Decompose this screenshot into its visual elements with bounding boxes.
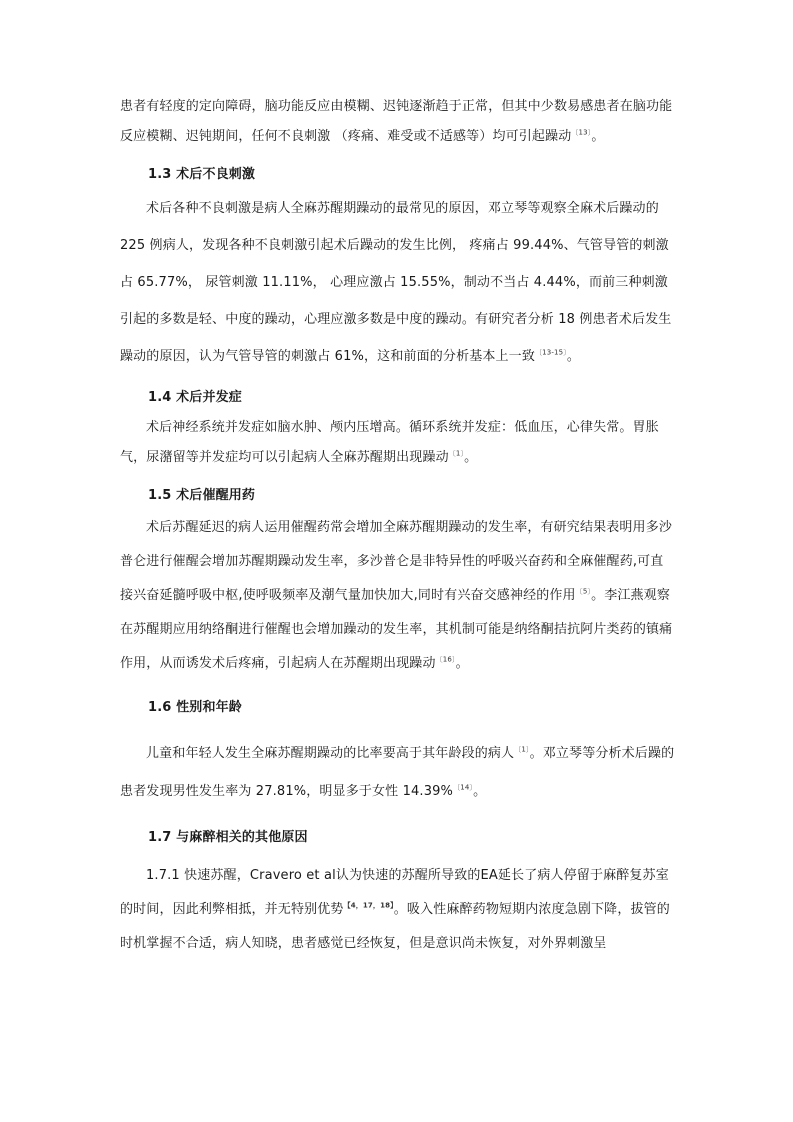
- section-heading-1-7: 1.7 与麻醉相关的其他原因: [148, 830, 308, 845]
- section-heading-1-5: 1.5 术后催醒用药: [148, 488, 256, 503]
- citation: 〔14〕: [453, 783, 474, 792]
- citation: 〔1〕: [448, 449, 465, 458]
- section-heading-1-4: 1.4 术后并发症: [148, 390, 242, 405]
- section-heading-1-6: 1.6 性别和年龄: [148, 700, 242, 715]
- citation: 【4，17，18】: [343, 901, 394, 910]
- paragraph-intro: 患者有轻度的定向障碍，脑功能反应由模糊、迟钝逐渐趋于正常，但其中少数易感患者在脑功能反应模糊、迟钝期间，任何不良刺激 （疼痛、难受或不适感等）均可引起躁动$^{〔13〕}$。: [120, 99, 673, 144]
- paragraph-1-7: 1.7.1 快速苏醒，Cravero et al认为快速的苏醒所导致的EA延长了病人停留于麻醉复苏室的时间，因此利弊相抵，并无特别优势$^{【4,17,18】}$。吸入性麻醉药物短期内浓度急剧下降，拔管的时机掌握不合适，病人知晓，患者感觉已经恢复，但是意识尚未恢复，对外界刺激呈: [120, 868, 670, 951]
- citation: 〔5〕: [575, 587, 592, 596]
- section-heading-1-3: 1.3 术后不良刺激: [148, 167, 256, 182]
- paragraph-1-5: 术后苏醒延迟的病人运用催醒药常会增加全麻苏醒期躁动的发生率，有研究结果表明用多沙普仑进行催醒会增加苏醒期躁动发生率，多沙普仑是非特异性的呼吸兴奋药和全麻催醒药,可直接兴奋延髓呼吸中枢,使呼吸频率及潮气量加快加大,同时有兴奋交感神经的作用$^{〔5〕}$。李江燕观察在苏醒期应用纳络酮进行催醒也会增加躁动的发生率，其机制可能是纳络酮拮抗阿片类药的镇痛作用，从而诱发术后疼痛，引起病人在苏醒期出现躁动$^{〔16〕}$。: [120, 520, 673, 671]
- document-page: [120, 92, 676, 961]
- citation: 〔1〕: [514, 745, 530, 754]
- citation: 〔13〕: [571, 128, 592, 137]
- paragraph-1-3: 术后各种不良刺激是病人全麻苏醒期躁动的最常见的原因，邓立琴等观察全麻术后躁动的 225 例病人，发现各种不良刺激引起术后躁动的发生比例， 疼痛占 99.44%、气管导管的刺激占 65.77%， 尿管刺激 11.11%， 心理应激占 15.55%，制动不当占 4.44%，而前三种刺激引起的多数是轻、中度的躁动，心理应激多数是中度的躁动。有研究者分析 18 例患者术后发生躁动的原因，认为气管导管的刺激占 61%，这和前面的分析基本上一致$^{〔13-15〕}$。: [120, 201, 672, 364]
- paragraph-1-6: 儿童和年轻人发生全麻苏醒期躁动的比率要高于其年龄段的病人$^{〔1〕}$。邓立琴等分析术后躁的患者发现男性发生率为 27.81%，明显多于女性 14.39%$^{〔14〕}$。: [120, 745, 675, 799]
- citation: 〔16〕: [435, 655, 456, 664]
- citation: 〔13-15〕: [534, 348, 567, 357]
- paragraph-1-4: 术后神经系统并发症如脑水肿、颅内压增高。循环系统并发症：低血压，心律失常。胃胀气，尿潴留等并发症均可以引起病人全麻苏醒期出现躁动$^{〔1〕}$。: [120, 420, 659, 465]
